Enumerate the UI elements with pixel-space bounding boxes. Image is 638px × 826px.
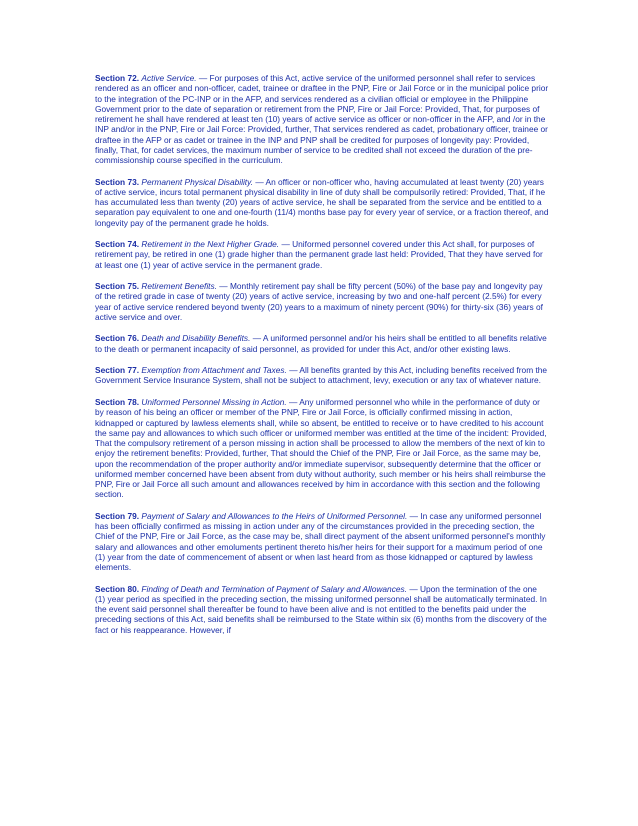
section-title: Retirement in the Next Higher Grade.	[141, 239, 280, 250]
section-number: Section 80.	[95, 583, 140, 594]
section-74	[95, 239, 549, 270]
section-body: — Monthly retirement pay shall be fifty percent (50%) of the base pay and longevity pay of the retired grade in case of twenty (20) years of active service, increasing by two and one-half percent (2.5%) for every year of active service rendered beyond twenty (20) years to a maximum of ninety percent (90%) for thirty-six (36) years of active service and over.	[95, 281, 543, 322]
section-80	[95, 584, 549, 635]
section-body: — Uniformed personnel covered under this Act shall, for purposes of retirement pay, be retired in one (1) grade higher than the permanent grade last held: Provided, That they have served for at least one (1) year of active service in the permanent grade.	[95, 239, 543, 270]
section-number: Section 72.	[95, 73, 140, 83]
section-number: Section 73.	[95, 176, 140, 187]
section-body: — For purposes of this Act, active service of the uniformed personnel shall refer to services rendered as an officer and non-officer, cadet, trainee or draftee in the PNP, Fire or Jail Force or in the municipal police prior to the integration of the PC-INP or in the AFP, and services rendered as a civilian official or employee in the Philippine Government prior to the date of separation or retirement from the PNP, Fire or Jail Force: Provided, That, for purposes of retirement he shall have rendered at least ten (10) years of active service as officer or non-officer in the AFP, and /or in the INP and/or in the PNP, Fire or Jail Force: Provided, further, That services rendered as cadet, probationary officer, trainee or draftee in the AFP or as cadet or trainee in the INP and PNP shall be credited for purposes of longevity pay: Provided, finally, That, for cadet services, the maximum number of service to be credited shall not exceed the duration of the pre-commissionship course specified in the curriculum.	[95, 73, 549, 165]
section-number: Section 78.	[95, 397, 140, 408]
section-79	[95, 511, 549, 573]
document-body	[95, 73, 549, 646]
section-76	[95, 333, 549, 354]
section-title: Permanent Physical Disability.	[141, 176, 253, 187]
section-body: — A uniformed personnel and/or his heirs shall be entitled to all benefits relative to the death or permanent incapacity of said personnel, as provided for under this Act, and/or other existing laws.	[95, 333, 547, 354]
section-78	[95, 397, 549, 500]
section-body: — Upon the termination of the one (1) year period as specified in the preceding section, the missing uniformed personnel shall be automatically terminated. In the event said personnel shall thereafter be found to have been alive and is not entitled to the benefits paid under the preceding sections of this Act, said benefits shall be reimbursed to the State within six (6) months from the discovery of the fact or his reappearance. However, if	[95, 583, 547, 635]
section-body: — Any uniformed personnel who while in the performance of duty or by reason of his being an officer or member of the PNP, Fire or Jail Force, is officially confirmed missing in action, kidnapped or captured by lawless elements shall, while so absent, be entitled to receive or to have credited to his account the same pay and allowances to which such officer or uniformed member was entitled at the time of the incident: Provided, That the compulsory retirement of a person missing in action shall be processed to allow the members of the next of kin to enjoy the retirement benefits: Provided, further, That should the Chief of the PNP, Fire or Jail Force, as the same may be, upon the recommendation of the proper authority and/or immediate supervisor, subsequently determine that the officer or uniformed member concerned have been absent from duty without authority, such member or his heirs shall reimburse the PNP, Fire or Jail Force all such amount and allowances received by him in accordance with this section and the following section.	[95, 397, 547, 500]
section-number: Section 76.	[95, 333, 140, 344]
section-number: Section 79.	[95, 510, 140, 521]
section-body: — In case any uniformed personnel has been officially confirmed as missing in action under any of the circumstances provided in the preceding section, the Chief of the PNP, Fire or Jail Force, as the case may be, shall direct payment of the absent uniformed personnel's monthly salary and allowances and other emoluments pertinent thereto his/her heirs for their support for a maximum period of one (1) year from the date of commencement of absent or when last heard from as those kidnapped or captured by lawless elements.	[95, 510, 546, 573]
section-73	[95, 177, 549, 228]
section-title: Finding of Death and Termination of Payment of Salary and Allowances.	[141, 583, 407, 594]
section-title: Active Service.	[141, 73, 197, 83]
section-75	[95, 281, 549, 322]
section-body: — All benefits granted by this Act, including benefits received from the Government Service Insurance System, shall not be subject to attachment, levy, execution or any tax of whatever nature.	[95, 365, 548, 386]
section-title: Exemption from Attachment and Taxes.	[141, 365, 287, 376]
section-title: Payment of Salary and Allowances to the Heirs of Uniformed Personnel.	[141, 510, 408, 521]
section-body: — An officer or non-officer who, having accumulated at least twenty (20) years of active service, incurs total permanent physical disability in line of duty shall be compulsorily retired: Provided, That, if he has accumulated less than twenty (20) years of active service, he shall be separated from the service and be entitled to a separation pay equivalent to one and one-fourth (11/4) months base pay for every year of service, or a fraction thereof, and longevity pay of the permanent grade he holds.	[95, 176, 549, 228]
section-title: Retirement Benefits.	[141, 281, 217, 292]
section-number: Section 74.	[95, 239, 140, 250]
section-title: Death and Disability Benefits.	[141, 333, 251, 344]
section-72	[95, 73, 549, 165]
section-77	[95, 365, 549, 386]
section-number: Section 75.	[95, 281, 140, 292]
section-number: Section 77.	[95, 365, 140, 376]
section-title: Uniformed Personnel Missing in Action.	[141, 397, 287, 408]
